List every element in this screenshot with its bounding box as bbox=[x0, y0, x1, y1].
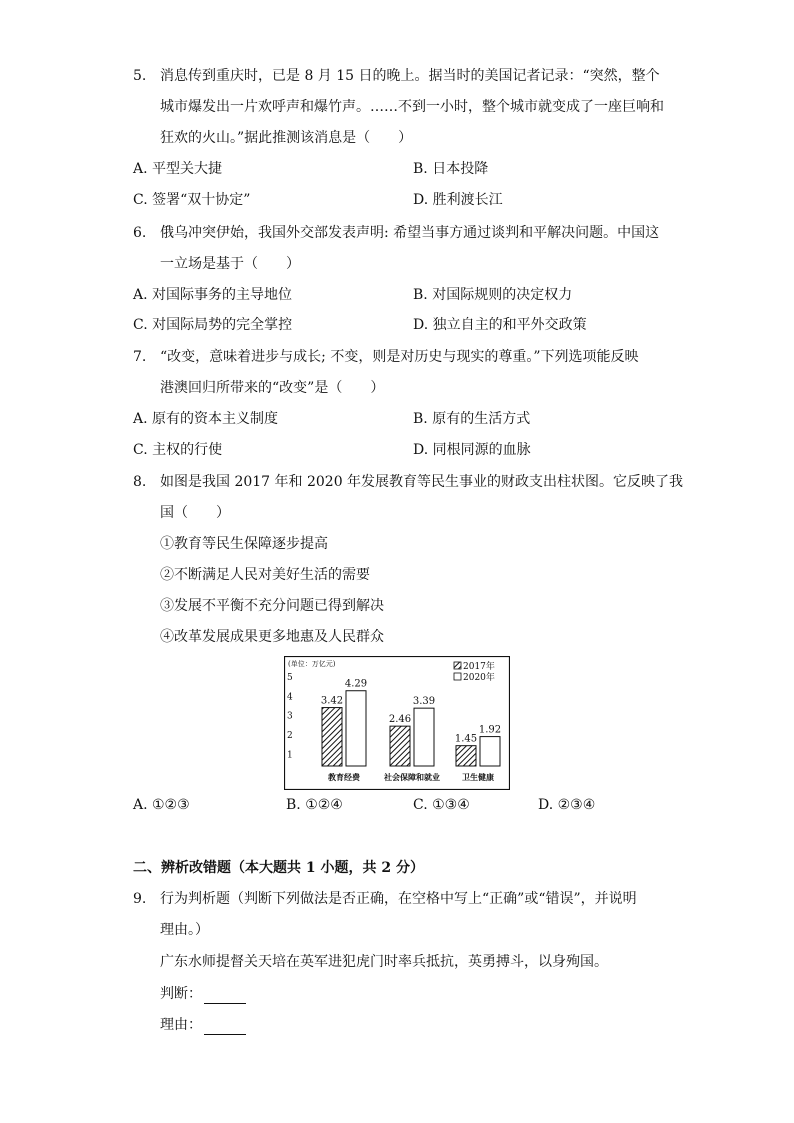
question-6-number: 6. bbox=[133, 225, 147, 241]
question-6-line-2: 一立场是基于（ ） bbox=[160, 256, 300, 272]
question-6-option-c[interactable]: C. 对国际局势的完全掌控 bbox=[133, 317, 293, 333]
bar bbox=[414, 708, 434, 766]
question-5-option-a[interactable]: A. 平型关大捷 bbox=[133, 161, 223, 177]
question-7-option-d[interactable]: D. 同根同源的血脉 bbox=[413, 442, 531, 458]
question-8-statement-4: ④改革发展成果更多地惠及人民群众 bbox=[160, 629, 384, 645]
section-2-title: 二、辨析改错题（本大题共 1 小题，共 2 分） bbox=[133, 860, 424, 876]
question-8-statement-1: ①教育等民生保障逐步提高 bbox=[160, 536, 328, 552]
chart-svg bbox=[284, 656, 510, 790]
reason-blank[interactable] bbox=[204, 1020, 246, 1035]
question-7-line-1: “改变，意味着进步与成长; 不变，则是对历史与现实的尊重。”下列选项能反映 bbox=[160, 349, 639, 365]
y-tick-label: 4 bbox=[287, 692, 293, 703]
question-6-option-b[interactable]: B. 对国际规则的决定权力 bbox=[413, 287, 573, 303]
question-5-line-3: 狂欢的火山。”据此推测该消息是（ ） bbox=[160, 130, 413, 146]
bar bbox=[480, 737, 500, 766]
question-5-option-d[interactable]: D. 胜利渡长江 bbox=[413, 192, 503, 208]
question-9-number: 9. bbox=[133, 891, 147, 907]
question-9-judge bbox=[160, 984, 246, 1004]
judge-blank[interactable] bbox=[204, 989, 246, 1004]
y-tick-label: 3 bbox=[287, 711, 293, 722]
x-category-label: 卫生健康 bbox=[462, 772, 494, 782]
legend-label: 2017年 bbox=[463, 662, 495, 672]
question-7-number: 7. bbox=[133, 349, 147, 365]
question-5-option-c[interactable]: C. 签署“双十协定” bbox=[133, 192, 251, 208]
question-5-line-1: 消息传到重庆时，已是 8 月 15 日的晚上。据当时的美国记者记录：“突然，整个 bbox=[160, 68, 660, 84]
bar bbox=[390, 726, 410, 766]
bar-value-label: 1.92 bbox=[478, 724, 502, 736]
bar-value-label: 2.46 bbox=[388, 714, 412, 726]
bar-value-label: 3.42 bbox=[320, 695, 344, 707]
bar bbox=[456, 746, 476, 766]
legend-label: 2020年 bbox=[463, 673, 495, 683]
judge-label: 判断： bbox=[160, 986, 202, 1002]
question-7-option-c[interactable]: C. 主权的行使 bbox=[133, 442, 223, 458]
question-6-option-d[interactable]: D. 独立自主的和平外交政策 bbox=[413, 317, 587, 333]
x-category-label: 社会保障和就业 bbox=[384, 772, 440, 782]
bar-value-label: 1.45 bbox=[454, 733, 478, 745]
question-8-number: 8. bbox=[133, 474, 147, 490]
question-5-option-b[interactable]: B. 日本投降 bbox=[413, 161, 489, 177]
y-tick-label: 2 bbox=[287, 731, 293, 742]
expenditure-bar-chart bbox=[284, 656, 510, 790]
question-8-option-b[interactable]: B. ①②④ bbox=[286, 797, 343, 813]
question-6-line-1: 俄乌冲突伊始，我国外交部发表声明: 希望当事方通过谈判和平解决问题。中国这 bbox=[160, 225, 660, 241]
question-8-option-d[interactable]: D. ②③④ bbox=[538, 797, 596, 813]
chart-unit-label: (单位：万亿元) bbox=[288, 660, 336, 668]
question-7-option-a[interactable]: A. 原有的资本主义制度 bbox=[133, 411, 279, 427]
y-tick-label: 5 bbox=[287, 673, 293, 683]
question-8-line-2: 国（ ） bbox=[160, 505, 230, 521]
reason-label: 理由： bbox=[160, 1017, 202, 1033]
question-7-option-b[interactable]: B. 原有的生活方式 bbox=[413, 411, 531, 427]
question-8-option-a[interactable]: A. ①②③ bbox=[133, 797, 190, 813]
question-8-option-c[interactable]: C. ①③④ bbox=[413, 797, 470, 813]
question-7-line-2: 港澳回归所带来的“改变”是（ ） bbox=[160, 380, 385, 396]
question-8-statement-3: ③发展不平衡不充分问题已得到解决 bbox=[160, 598, 384, 614]
question-5-line-2: 城市爆发出一片欢呼声和爆竹声。……不到一小时，整个城市就变成了一座巨响和 bbox=[160, 99, 664, 115]
bar-value-label: 4.29 bbox=[344, 678, 368, 690]
question-9-line-1: 行为判析题（判断下列做法是否正确，在空格中写上“正确”或“错误”，并说明 bbox=[160, 891, 637, 907]
question-8-statement-2: ②不断满足人民对美好生活的需要 bbox=[160, 567, 370, 583]
legend-swatch bbox=[454, 662, 461, 669]
question-9-scenario: 广东水师提督关天培在英军进犯虎门时率兵抵抗，英勇搏斗，以身殉国。 bbox=[160, 954, 608, 970]
question-8-line-1: 如图是我国 2017 年和 2020 年发展教育等民生事业的财政支出柱状图。它反映了我 bbox=[160, 474, 684, 490]
question-9-reason bbox=[160, 1015, 246, 1035]
question-6-option-a[interactable]: A. 对国际事务的主导地位 bbox=[133, 287, 293, 303]
question-9-line-2: 理由。） bbox=[160, 922, 209, 938]
question-5-number: 5. bbox=[133, 68, 147, 84]
y-tick-label: 1 bbox=[287, 750, 293, 761]
bar bbox=[346, 691, 366, 766]
x-category-label: 教育经费 bbox=[328, 772, 360, 782]
bar bbox=[322, 708, 342, 766]
legend-swatch bbox=[454, 673, 461, 680]
bar-value-label: 3.39 bbox=[412, 696, 436, 708]
